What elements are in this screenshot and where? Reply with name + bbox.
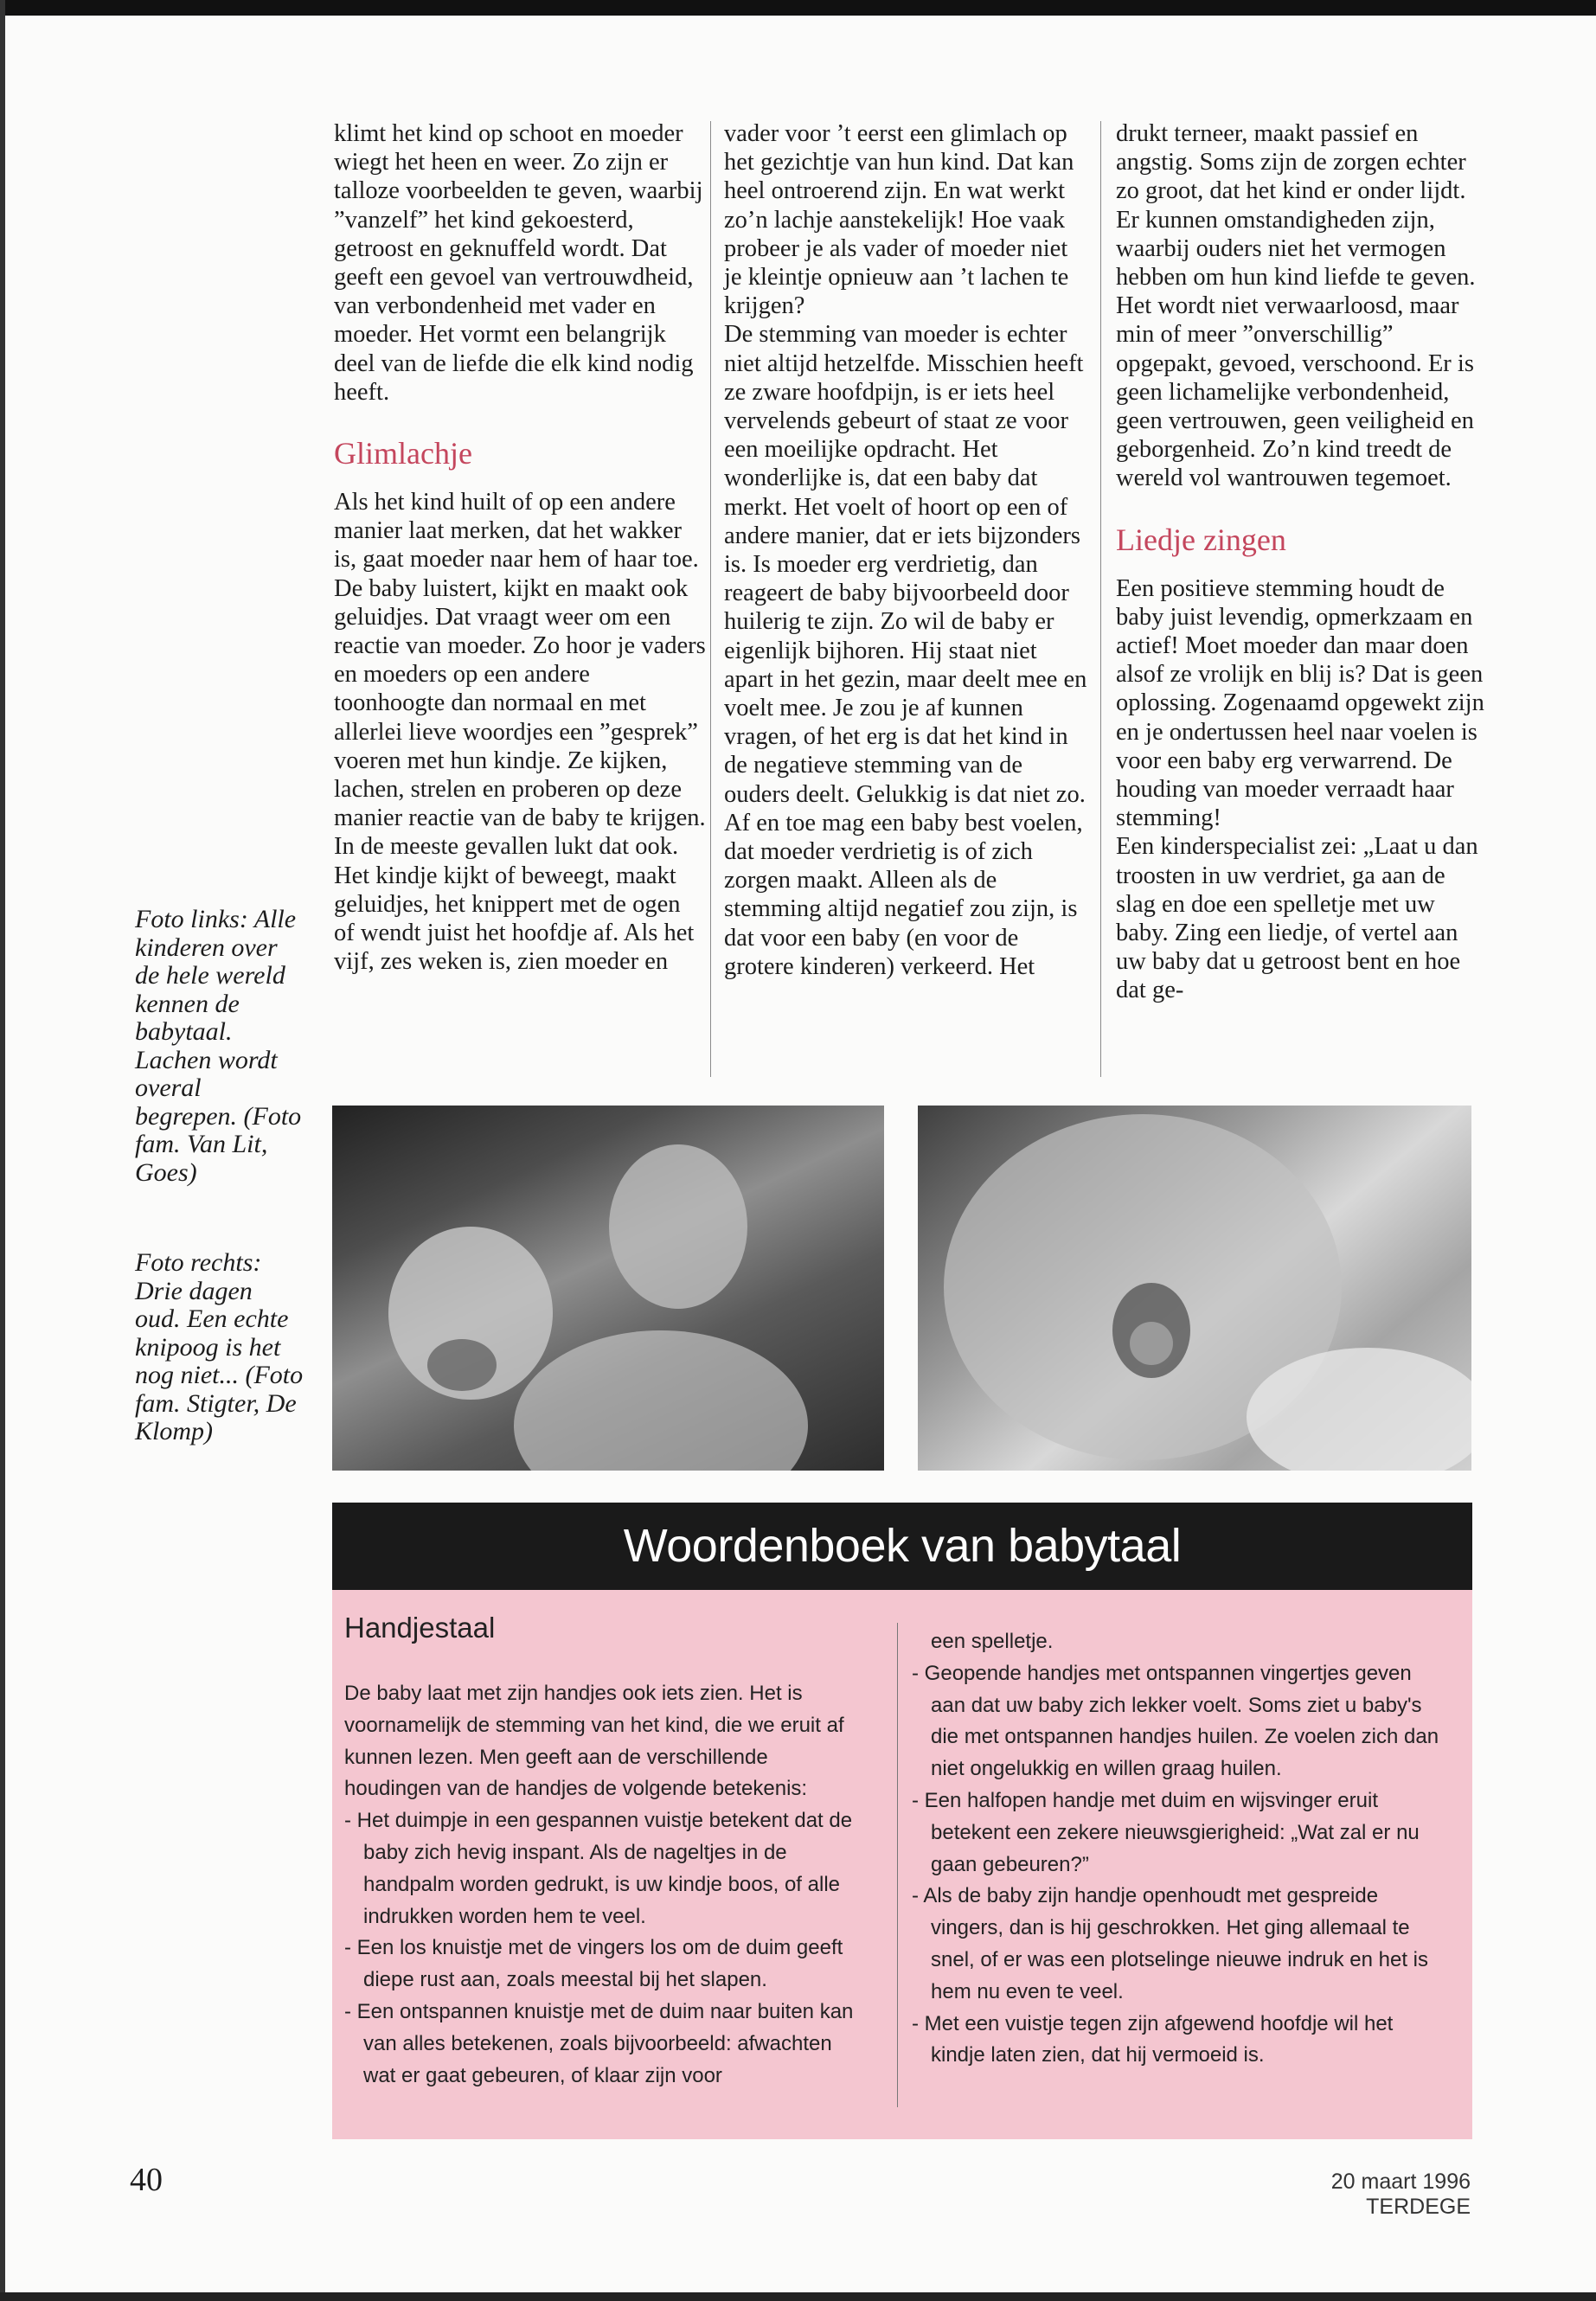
paragraph: Een positieve stemming houdt de baby juist levendig, opmerkzaam en actief! Moet moeder dan maar doen alsof ze vrolijk en blij is? Dat is geen oplossing. Zogenaamd opgewekt zijn en je ondertussen heel naar voelen is voor een baby erg verwarrend. De houding van moeder verraadt haar stemming!	[1116, 574, 1484, 832]
paragraph: De stemming van moeder is echter niet altijd hetzelfde. Misschien heeft ze zware hoofdpijn, is er iets heel vervelends gebeurt of staat ze voor een moeilijke opdracht. Het wonderlijke is, dat een baby dat merkt. Het voelt of hoort op een of andere manier, dat er iets bijzonders is. Is moeder erg verdrietig, dan reageert de baby bijvoorbeeld door huilerig te zijn. Zo wil de baby er eigenlijk bijhoren. Hij staat niet apart in het gezin, maar deelt mee en voelt mee. Je zou je af kunnen vragen, of het erg is dat het kind in de negatieve stemming van de ouders deelt. Gelukkig is dat niet zo. Af en toe mag een baby best voelen, dat moeder verdrietig is of zich zorgen maakt. Alleen als de stemming altijd negatief zou zijn, is dat voor een baby (en voor de grotere kinderen) verkeerd. Het	[724, 321, 1087, 980]
dictionary-title: Woordenboek van babytaal	[332, 1503, 1472, 1590]
list-item: - Een ontspannen knuistje met de duim naar buiten kan van alles betekenen, zoals bijvoorbeeld: afwachten wat er gaat gebeuren, of klaar zijn voor	[344, 1997, 868, 2092]
column-divider	[710, 121, 711, 1077]
top-border	[0, 0, 1596, 16]
article-column-1	[334, 119, 706, 976]
dictionary-list-left	[344, 1805, 868, 2092]
paragraph: klimt het kind op schoot en moeder wiegt het heen en weer. Zo zijn er talloze voorbeelden te geven, waarbij ”vanzelf” het kind gekoesterd, getroost en geknuffeld wordt. Dat geeft een gevoel van vertrouwdheid, van verbondenheid met vader en moeder. Het vormt een belangrijk deel van de liefde die elk kind nodig heeft.	[334, 120, 703, 406]
page-number: 40	[130, 2162, 163, 2198]
dictionary-intro: De baby laat met zijn handjes ook iets zien. Het is voornamelijk de stemming van het kind, die we eruit af kunnen lezen. Men geeft aan de verschillende houdingen van de handjes de volgende betekenis:	[344, 1682, 844, 1801]
column-divider	[1100, 121, 1101, 1077]
dictionary-right-column	[912, 1626, 1448, 2072]
list-continuation: een spelletje.	[931, 1630, 1054, 1653]
dictionary-divider	[897, 1623, 898, 2107]
list-item: - Een los knuistje met de vingers los om de duim geeft diepe rust aan, zoals meestal bij het slapen.	[344, 1932, 868, 1997]
article-column-3	[1116, 119, 1488, 1005]
left-border	[0, 0, 5, 2301]
paragraph: Als het kind huilt of op een andere manier laat merken, dat het wakker is, gaat moeder naar hem of haar toe. De baby luistert, kijkt en maakt ook geluidjes. Dat vraagt weer om een reactie van moeder. Zo hoor je vaders en moeders op een andere toonhoogte dan normaal en met allerlei lieve woordjes een ”gesprek” voeren met hun kindje. Ze kijken, lachen, strelen en proberen op deze manier reactie van de baby te krijgen. In de meeste gevallen lukt dat ook. Het kindje kijkt of beweegt, maakt geluidjes, het knippert met de ogen of wendt juist het hoofdje af. Als het vijf, zes weken is, zien moeder en	[334, 489, 706, 976]
caption-photo-left	[135, 906, 304, 1187]
paragraph: Een kinderspecialist zei: „Laat u dan troosten in uw verdriet, ga aan de slag en doe een spelletje met uw baby. Zing een liedje, of vertel aan uw baby dat u getroost bent en hoe dat ge-	[1116, 833, 1478, 1004]
dictionary-box	[332, 1590, 1472, 2139]
bottom-border	[0, 2292, 1596, 2301]
list-item: - Als de baby zijn handje openhoudt met gespreide vingers, dan is hij geschrokken. Het ging allemaal te snel, of er was een plotselinge nieuwe indruk en het is hem nu even te veel.	[912, 1881, 1448, 2008]
article-column-2	[724, 119, 1089, 981]
caption-text: Foto rechts: Drie dagen oud. Een echte knipoog is het nog niet... (Foto fam. Stigter, De Klomp)	[135, 1248, 304, 1445]
list-item: - Geopende handjes met ontspannen vingertjes geven aan dat uw baby zich lekker voelt. Soms ziet u baby's die met ontspannen handjes huilen. Ze voelen zich dan niet ongelukkig en willen graag huilen.	[912, 1658, 1448, 1785]
section-heading-liedje-zingen: Liedje zingen	[1116, 522, 1286, 557]
dictionary-left-column	[344, 1590, 868, 2092]
dictionary-list-right	[912, 1658, 1448, 2072]
caption-text: Foto links: Alle kinderen over de hele wereld kennen de babytaal. Lachen wordt overal begrepen. (Foto fam. Van Lit, Goes)	[135, 905, 302, 1187]
photo-newborn-winking	[918, 1106, 1471, 1471]
paragraph: drukt terneer, maakt passief en angstig. Soms zijn de zorgen echter zo groot, dat het kind er onder lijdt. Er kunnen omstandigheden zijn, waarbij ouders niet het vermogen hebben om hun kind liefde te geven. Het wordt niet verwaarloosd, maar min of meer ”onverschillig” opgepakt, gevoed, verschoond. Er is geen lichamelijke verbondenheid, geen vertrouwen, geen veiligheid en geborgenheid. Zo’n kind treedt de wereld vol wantrouwen tegemoet.	[1116, 120, 1476, 492]
photo-mother-laughing-baby	[332, 1106, 884, 1471]
footer-date-publication: 20 maart 1996 TERDEGE	[1330, 2170, 1471, 2219]
caption-photo-right	[135, 1249, 304, 1446]
photo-illustration	[332, 1106, 884, 1471]
list-item: - Het duimpje in een gespannen vuistje betekent dat de baby zich hevig inspant. Als de nageltjes in de handpalm worden gedrukt, is uw kindje boos, of alle indrukken worden hem te veel.	[344, 1805, 868, 1932]
section-heading-glimlachje: Glimlachje	[334, 436, 472, 471]
list-item: - Een halfopen handje met duim en wijsvinger eruit betekent een zekere nieuwsgierigheid: „Wat zal er nu gaan gebeuren?”	[912, 1785, 1448, 1881]
dictionary-subtitle: Handjestaal	[344, 1612, 496, 1644]
paragraph: vader voor ’t eerst een glimlach op het gezichtje van hun kind. Dat kan heel ontroerend zijn. En wat werkt zo’n lachje aanstekelijk! Hoe vaak probeer je als vader of moeder niet je kleintje opnieuw aan ’t lachen te krijgen?	[724, 120, 1074, 320]
list-item: - Met een vuistje tegen zijn afgewend hoofdje wil het kindje laten zien, dat hij vermoeid is.	[912, 2009, 1448, 2073]
photo-illustration	[918, 1106, 1471, 1471]
